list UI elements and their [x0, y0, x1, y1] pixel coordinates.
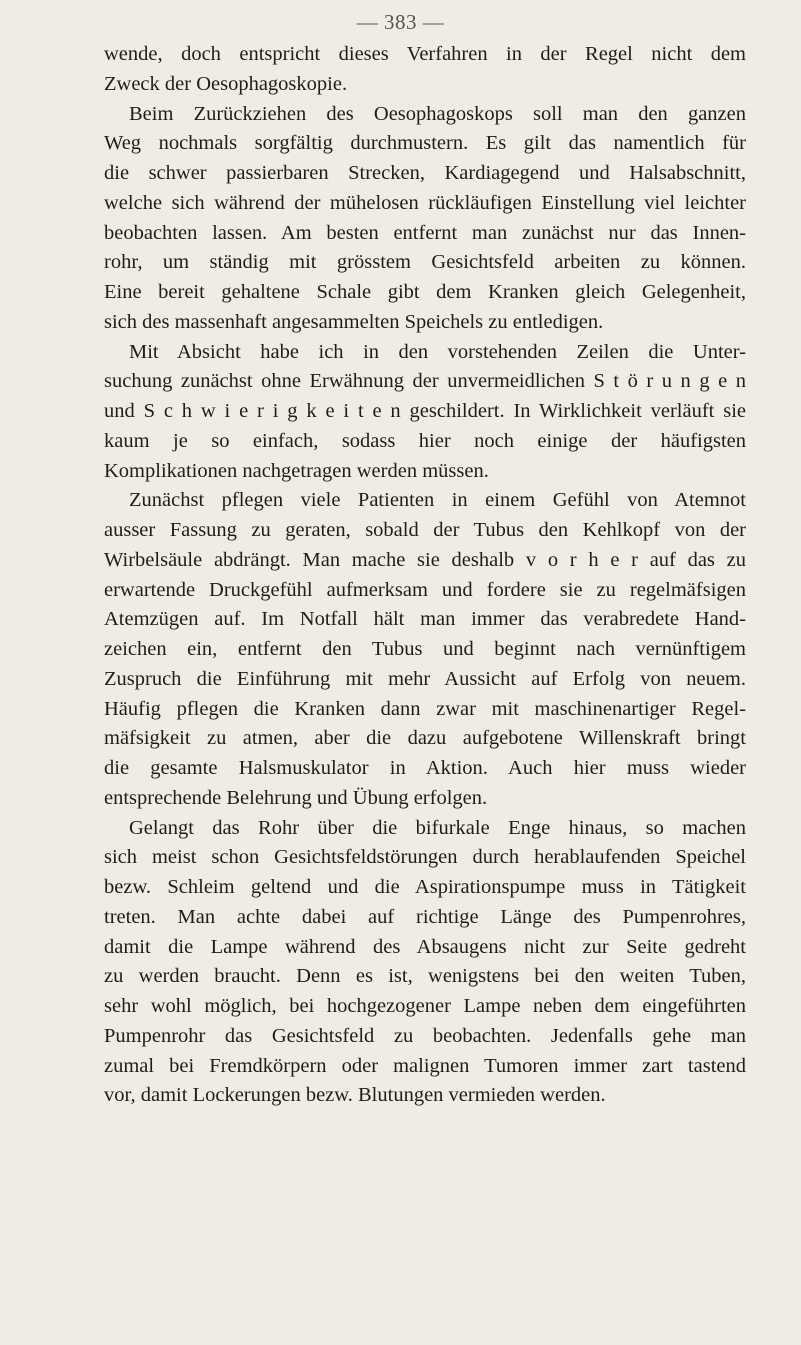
text-line: zumal bei Fremdkörpern oder malignen Tumoren immer zart tastend	[104, 1054, 746, 1077]
text-line: Komplikationen nachgetragen werden müssen.	[104, 459, 489, 482]
text-line: mäfsigkeit zu atmen, aber die dazu aufgebotene Willenskraft bringt	[104, 727, 746, 750]
text-line: die schwer passierbaren Strecken, Kardiagegend und Halsabschnitt,	[104, 162, 746, 184]
text-line: die gesamte Halsmuskulator in Aktion. Auch hier muss wieder	[104, 757, 746, 779]
text-line: Zunächst pflegen viele Patienten in einem Gefühl von Atemnot	[129, 489, 746, 512]
body-text	[104, 40, 746, 1111]
text-line: beobachten lassen. Am besten entfernt man zunächst nur das Innen-	[104, 221, 746, 244]
text-line: Eine bereit gehaltene Schale gibt dem Kranken gleich Gelegenheit,	[104, 281, 746, 303]
text-line: Häufig pflegen die Kranken dann zwar mit maschinenartiger Regel-	[104, 697, 746, 720]
text-line: sich des massenhaft angesammelten Speichels zu entledigen.	[104, 310, 604, 333]
text-line: zeichen ein, entfernt den Tubus und beginnt nach vernünftigem	[104, 638, 746, 660]
text-line: Zweck der Oesophagoskopie.	[104, 72, 348, 95]
text-line: vor, damit Lockerungen bezw. Blutungen vermieden werden.	[104, 1084, 606, 1107]
text-line: Pumpenrohr das Gesichtsfeld zu beobachten. Jedenfalls gehe man	[104, 1024, 746, 1047]
text-line: Weg nochmals sorgfältig durchmustern. Es gilt das namentlich für	[104, 132, 746, 155]
text-line: Wirbelsäule abdrängt. Man mache sie deshalb v o r h e r auf das zu	[104, 548, 746, 571]
text-line: suchung zunächst ohne Erwähnung der unvermeidlichen S t ö r u n g e n	[104, 370, 746, 393]
text-line: wende, doch entspricht dieses Verfahren in der Regel nicht dem	[104, 43, 746, 65]
text-line: sehr wohl möglich, bei hochgezogener Lampe neben dem eingeführten	[104, 995, 746, 1017]
text-line: und S c h w i e r i g k e i t e n geschildert. In Wirklichkeit verläuft sie	[104, 400, 746, 422]
text-line: bezw. Schleim geltend und die Aspirationspumpe muss in Tätigkeit	[104, 876, 746, 898]
text-line: entsprechende Belehrung und Übung erfolgen.	[104, 786, 488, 809]
text-line: Mit Absicht habe ich in den vorstehenden Zeilen die Unter-	[129, 340, 746, 363]
text-line: Atemzügen auf. Im Notfall hält man immer das verabredete Hand-	[104, 608, 746, 631]
text-line: ausser Fassung zu geraten, sobald der Tubus den Kehlkopf von der	[104, 519, 746, 541]
text-line: erwartende Druckgefühl aufmerksam und fordere sie zu regelmäfsigen	[104, 578, 746, 601]
text-line: welche sich während der mühelosen rückläufigen Einstellung viel leichter	[104, 191, 746, 214]
text-line: kaum je so einfach, sodass hier noch einige der häufigsten	[104, 429, 746, 452]
text-line: Beim Zurückziehen des Oesophagoskops soll man den ganzen	[129, 102, 746, 125]
text-line: zu werden braucht. Denn es ist, wenigstens bei den weiten Tuben,	[104, 965, 746, 988]
text-line: treten. Man achte dabei auf richtige Länge des Pumpenrohres,	[104, 905, 746, 928]
text-line: Gelangt das Rohr über die bifurkale Enge hinaus, so machen	[129, 816, 746, 839]
text-line: Zuspruch die Einführung mit mehr Aussicht auf Erfolg von neuem.	[104, 667, 746, 690]
text-line: damit die Lampe während des Absaugens nicht zur Seite gedreht	[104, 935, 746, 958]
page-number: — 383 —	[356, 10, 445, 34]
text-line: sich meist schon Gesichtsfeldstörungen durch herablaufenden Speichel	[104, 846, 746, 869]
text-line: rohr, um ständig mit grösstem Gesichtsfeld arbeiten zu können.	[104, 251, 746, 274]
